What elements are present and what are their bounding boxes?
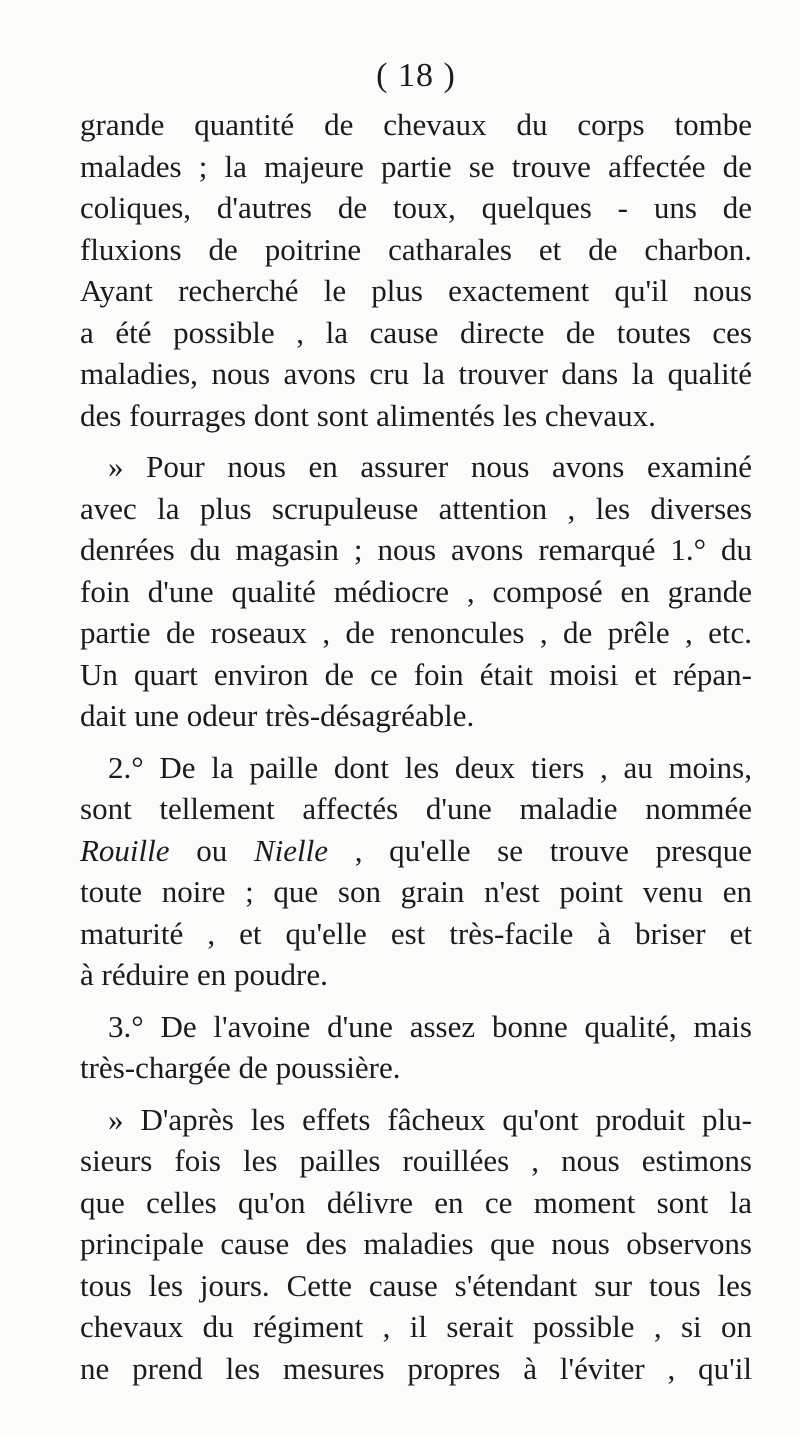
text-line: ne prend les mesures propres à l'éviter , qu'il bbox=[80, 1350, 752, 1386]
text-line: sont tellement affectés d'une maladie nommée bbox=[80, 791, 752, 826]
paragraph-5 bbox=[80, 1099, 752, 1390]
text-line: malades ; la majeure partie se trouve affectée de bbox=[80, 148, 752, 184]
text-line: grande quantité de chevaux du corps tombe bbox=[80, 107, 752, 142]
text-line: 3.° De l'avoine d'une assez bonne qualité, mais bbox=[108, 1008, 752, 1044]
text-line: dait une odeur très-désagréable. bbox=[80, 698, 475, 733]
text-line: avec la plus scrupuleuse attention , les diverses bbox=[80, 490, 752, 526]
text-line: tous les jours. Cette cause s'étendant sur tous les bbox=[80, 1267, 752, 1303]
text-line: principale cause des maladies que nous observons bbox=[80, 1226, 752, 1261]
text-line: des fourrages dont sont alimentés les chevaux. bbox=[80, 397, 656, 433]
text-line: coliques, d'autres de toux, quelques - uns de bbox=[80, 190, 752, 225]
text-line: foin d'une qualité médiocre , composé en grande bbox=[80, 573, 752, 609]
text-line: fluxions de poitrine catharales et de charbon. bbox=[80, 231, 752, 267]
paragraph-4 bbox=[80, 1006, 752, 1089]
text-line: à réduire en poudre. bbox=[80, 957, 328, 992]
text-line: a été possible , la cause directe de toutes ces bbox=[80, 314, 752, 350]
text-line: » Pour nous en assurer nous avons examiné bbox=[108, 449, 752, 484]
text-line: que celles qu'on délivre en ce moment sont la bbox=[80, 1184, 752, 1220]
paragraph-1 bbox=[80, 104, 752, 436]
text-line: sieurs fois les pailles rouillées , nous estimons bbox=[80, 1143, 752, 1178]
text-line: partie de roseaux , de renoncules , de prêle , etc. bbox=[80, 615, 752, 650]
text-line: 2.° De la paille dont les deux tiers , au moins, bbox=[108, 749, 752, 785]
text-line: Ayant recherché le plus exactement qu'il nous bbox=[80, 273, 752, 308]
text-line: chevaux du régiment , il serait possible , si on bbox=[80, 1309, 752, 1344]
paragraph-2 bbox=[80, 446, 752, 737]
text-line: toute noire ; que son grain n'est point venu en bbox=[80, 874, 752, 909]
paragraph-3 bbox=[80, 747, 752, 996]
text-line: denrées du magasin ; nous avons remarqué 1.° du bbox=[80, 532, 752, 567]
page-number: ( 18 ) bbox=[376, 57, 456, 94]
text-line: très-chargée de poussière. bbox=[80, 1050, 401, 1085]
text-line: Un quart environ de ce foin était moisi et répan- bbox=[80, 656, 752, 692]
text-line: Rouille ou Nielle , qu'elle se trouve presque bbox=[80, 832, 752, 868]
text-line: » D'après les effets fâcheux qu'ont produit plu- bbox=[108, 1101, 752, 1137]
text-line: maturité , et qu'elle est très-facile à briser et bbox=[80, 915, 752, 951]
text-line: maladies, nous avons cru la trouver dans la qualité bbox=[80, 356, 752, 391]
